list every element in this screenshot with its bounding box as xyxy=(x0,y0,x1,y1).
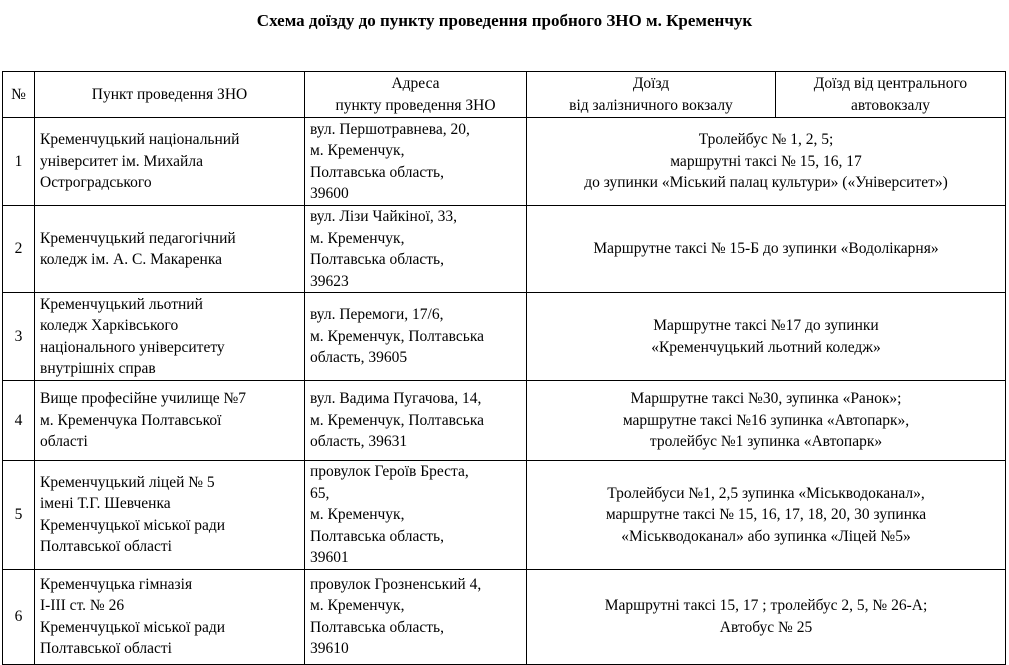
route-line: до зупинки «Міський палац культури» («Університет») xyxy=(584,174,948,192)
table-row xyxy=(3,206,1006,293)
point-line: Кременчуцької міської ради xyxy=(40,516,226,534)
header-bus xyxy=(776,72,1006,118)
point-name xyxy=(35,206,305,293)
point-line: коледж Харківського xyxy=(40,317,179,334)
address-line: провулок Грозненський 4, xyxy=(310,575,482,593)
point-line: Кременчуцька гімназія xyxy=(40,575,193,593)
route-line: маршрутне таксі №16 зупинка «Автопарк», xyxy=(622,411,910,429)
point-name xyxy=(35,461,305,570)
table-row xyxy=(3,118,1006,206)
address-line: м. Кременчук, Полтавська xyxy=(310,327,485,345)
address-line: Полтавська область, xyxy=(310,527,445,545)
header-bus-line: автовокзалу xyxy=(850,96,931,114)
point-address xyxy=(305,381,527,461)
address-line: м. Кременчук, Полтавська xyxy=(310,411,485,429)
header-point: Пункт проведення ЗНО xyxy=(35,72,305,118)
point-name xyxy=(35,381,305,461)
route-line: Автобус № 25 xyxy=(719,618,813,636)
route-line: Маршрутне таксі №30, зупинка «Ранок»; xyxy=(630,390,902,408)
point-name xyxy=(35,569,305,664)
header-address xyxy=(305,72,527,118)
row-number: 1 xyxy=(3,118,35,206)
route-line: Маршрутне таксі №17 до зупинки xyxy=(653,317,879,334)
row-number: 4 xyxy=(3,381,35,461)
point-line: Кременчуцький льотний xyxy=(40,295,203,313)
route-line: маршрутне таксі № 15, 16, 17, 18, 20, 30 зупинка xyxy=(605,506,927,523)
address-line: 39610 xyxy=(310,640,349,657)
address-line: 65, xyxy=(310,484,330,502)
table-row xyxy=(3,293,1006,381)
route-table xyxy=(2,71,1006,665)
header-number: № xyxy=(3,72,35,118)
point-line: Кременчуцький національний xyxy=(40,131,240,149)
point-address xyxy=(305,569,527,664)
address-line: 39600 xyxy=(310,185,349,202)
address-line: область, 39605 xyxy=(310,349,408,367)
header-rail-line: від залізничного вокзалу xyxy=(569,96,733,114)
point-line: Остроградського xyxy=(40,174,152,192)
address-line: м. Кременчук, xyxy=(310,506,405,523)
route-line: Маршрутні таксі 15, 17 ; тролейбус 2, 5, № 26-А; xyxy=(604,597,928,614)
table-header-row xyxy=(3,72,1006,118)
route-info xyxy=(527,461,1006,570)
route-line: «Міськводоканал» або зупинка «Ліцей №5» xyxy=(621,527,911,545)
point-line: університет ім. Михайла xyxy=(40,152,203,170)
point-address xyxy=(305,293,527,381)
row-number: 2 xyxy=(3,206,35,293)
address-line: 39623 xyxy=(310,272,349,290)
point-line: Кременчуцької міської ради xyxy=(40,618,226,636)
route-info xyxy=(527,293,1006,381)
point-line: м. Кременчука Полтавської xyxy=(40,411,222,429)
point-name xyxy=(35,293,305,381)
header-rail-line: Доїзд xyxy=(632,75,670,92)
header-address-line: Адреса xyxy=(391,75,440,92)
address-line: Полтавська область, xyxy=(310,618,445,636)
address-line: вул. Перемоги, 17/6, xyxy=(310,306,444,324)
row-number: 3 xyxy=(3,293,35,381)
header-rail xyxy=(527,72,776,118)
route-info xyxy=(527,206,1006,293)
point-line: Вище професійне училище №7 xyxy=(40,390,247,408)
point-line: внутрішніх справ xyxy=(40,360,156,377)
point-line: національного університету xyxy=(40,338,225,356)
route-info xyxy=(527,381,1006,461)
header-bus-line: Доїзд від центрального xyxy=(813,75,968,92)
address-line: 39601 xyxy=(310,549,349,566)
route-line: Маршрутне таксі № 15-Б до зупинки «Водолікарня» xyxy=(593,240,939,258)
address-line: вул. Вадима Пугачова, 14, xyxy=(310,390,482,408)
point-line: Кременчуцький ліцей № 5 xyxy=(40,473,215,491)
point-line: І-ІІІ ст. № 26 xyxy=(40,597,125,614)
address-line: вул. Лізи Чайкіної, 33, xyxy=(310,208,458,225)
point-line: Кременчуцький педагогічний xyxy=(40,229,236,247)
point-name xyxy=(35,118,305,206)
row-number: 5 xyxy=(3,461,35,570)
table-row xyxy=(3,569,1006,664)
point-line: Полтавської області xyxy=(40,640,172,657)
route-line: тролейбус №1 зупинка «Автопарк» xyxy=(649,433,883,451)
address-line: м. Кременчук, xyxy=(310,229,405,247)
point-line: Полтавської області xyxy=(40,538,172,556)
point-line: імені Т.Г. Шевченка xyxy=(40,495,171,513)
row-number: 6 xyxy=(3,569,35,664)
address-line: м. Кременчук, xyxy=(310,597,405,614)
document-title: Схема доїзду до пункту проведення пробного ЗНО м. Кременчук xyxy=(256,11,753,30)
address-line: м. Кременчук, xyxy=(310,142,405,159)
point-address xyxy=(305,461,527,570)
route-info xyxy=(527,569,1006,664)
route-line: маршрутні таксі № 15, 16, 17 xyxy=(670,152,862,170)
address-line: Полтавська область, xyxy=(310,163,445,181)
address-line: Полтавська область, xyxy=(310,251,445,268)
header-address-line: пункту проведення ЗНО xyxy=(335,96,496,114)
point-address xyxy=(305,118,527,206)
route-line: Тролейбус № 1, 2, 5; xyxy=(698,131,834,149)
route-line: «Кременчуцький льотний коледж» xyxy=(651,338,881,356)
table-row xyxy=(3,381,1006,461)
route-info xyxy=(527,118,1006,206)
point-line: коледж ім. А. С. Макаренка xyxy=(40,251,223,268)
route-line: Тролейбуси №1, 2,5 зупинка «Міськводоканал», xyxy=(607,484,925,502)
address-line: область, 39631 xyxy=(310,433,408,451)
table-row xyxy=(3,461,1006,570)
address-line: провулок Героїв Бреста, xyxy=(310,463,469,480)
point-line: області xyxy=(40,433,88,451)
address-line: вул. Першотравнева, 20, xyxy=(310,120,470,138)
point-address xyxy=(305,206,527,293)
